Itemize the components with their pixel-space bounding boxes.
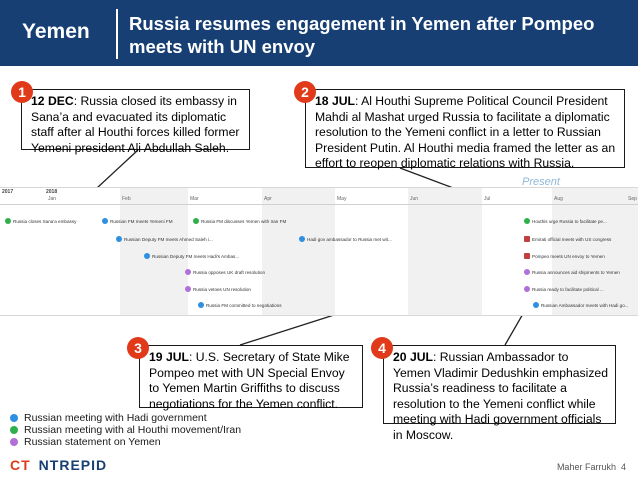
green-dot-icon [10,426,18,434]
section-tag: Yemen [22,20,90,43]
event-marker-icon [185,269,191,275]
callout-number-badge: 1 [11,81,33,103]
author-name: Maher Farrukh [556,462,616,472]
callout-date: 18 JUL [315,94,355,108]
timeline-chart[interactable] [0,187,638,316]
timeline-event[interactable]: Russian FM meets Yemeni FM [102,218,173,225]
timeline-event[interactable]: Russian Deputy FM meets Ahmed Saleh i... [116,236,213,243]
month-label: Jan [48,196,57,202]
legend-item: Russian statement on Yemen [10,436,241,448]
year-label: 2018 [46,189,58,195]
timeline-band [262,188,335,315]
month-label: May [337,196,347,202]
callout-date: 12 DEC [31,94,74,108]
legend-item: Russian meeting with al Houthi movement/Iran [10,424,241,436]
event-marker-icon [5,218,11,224]
callout-2 [305,89,625,171]
timeline-event[interactable]: Russia closes Sana'a embassy [5,218,76,225]
callout-date: 19 JUL [149,350,189,364]
month-label: Sep [628,196,637,202]
callout-1 [21,89,250,155]
timeline-event[interactable]: Russian Ambassador meets with Hadi go... [533,302,629,309]
legend [10,412,241,448]
event-marker-icon [193,218,199,224]
blue-dot-icon [10,414,18,422]
year-label: 2017 [2,189,14,195]
callout-4 [383,345,616,442]
month-label: Feb [122,196,131,202]
timeline-event[interactable]: Russia FM discusses Yemen with Iran FM [193,218,286,225]
timeline-band [120,188,188,315]
event-marker-icon [533,302,539,308]
timeline-event[interactable]: Emirati official meets with US congress [524,236,611,243]
timeline-event[interactable]: Houthis urge Russia to facilitate pe... [524,218,607,225]
company-logo [10,457,107,473]
timeline-band [408,188,482,315]
event-marker-icon [198,302,204,308]
timeline-event[interactable]: Russia vetoes UN resolution [185,286,251,293]
month-label: Aug [554,196,563,202]
callout-number-badge: 2 [294,81,316,103]
event-marker-icon [144,253,150,259]
timeline-event[interactable]: Russia ready to facilitate political ... [524,286,604,293]
logo-ct: CT [10,457,31,473]
timeline-event[interactable]: Russia opposes UK draft resolution [185,269,265,276]
event-marker-icon [524,218,530,224]
event-marker-icon [524,286,530,292]
callout-3 [139,345,363,411]
timeline-event[interactable]: Russia announces aid shipments to Yemen [524,269,620,276]
event-marker-icon [116,236,122,242]
event-marker-icon [102,218,108,224]
legend-item: Russian meeting with Hadi government [10,412,241,424]
timeline-event[interactable]: Russia FM committed to negotiations [198,302,282,309]
flag-icon [524,253,530,259]
event-marker-icon [524,269,530,275]
event-marker-icon [185,286,191,292]
slide-title: Russia resumes engagement in Yemen after Pompeo meets with UN envoy [129,13,595,57]
month-label: Jun [410,196,419,202]
event-marker-icon [299,236,305,242]
flag-icon [524,236,530,242]
page-number: 4 [620,462,626,472]
logo-name: NTREPID [38,457,108,473]
timeline-band [552,188,638,315]
month-label: Apr [264,196,272,202]
purple-dot-icon [10,438,18,446]
month-label: Jul [484,196,491,202]
callout-text: : Russian Ambassador to Yemen Vladimir Dedushkin emphasized Russia’s readiness to facilitate a resolution to the Yemeni conflict while meeting with Hadi government officials in Moscow. [393,350,608,442]
callout-text: : Al Houthi Supreme Political Council President Mahdi al Mashat urged Russia to facilitate a diplomatic resolution to the Yemeni conflict in a letter to Russian President Putin. Al Houthi media framed the letter as an effort to reopen diplomatic relations with Russia. [315,94,616,171]
present-label: Present [522,176,560,188]
callout-number-badge: 3 [127,337,149,359]
callout-number-badge: 4 [371,337,393,359]
timeline-event[interactable]: Hadi gov ambassador to Russia met wit... [299,236,392,243]
timeline-event[interactable]: Russian Deputy FM meets Hadi's Ambas... [144,253,239,260]
timeline-axis [0,188,638,205]
month-label: Mar [190,196,199,202]
callout-date: 20 JUL [393,350,433,364]
timeline-event[interactable]: Pompeo meets UN envoy to Yemen [524,253,605,260]
footer [557,462,626,472]
callout-text: : U.S. Secretary of State Mike Pompeo met with UN Special Envoy to Yemen Martin Griffiths to discuss negotiations for the Yemen conflict. [149,350,350,411]
callout-text: : Russia closed its embassy in Sana’a and evacuated its diplomatic staff after al Houthi forces killed former Yemeni president Ali Abdullah Saleh. [31,94,240,155]
